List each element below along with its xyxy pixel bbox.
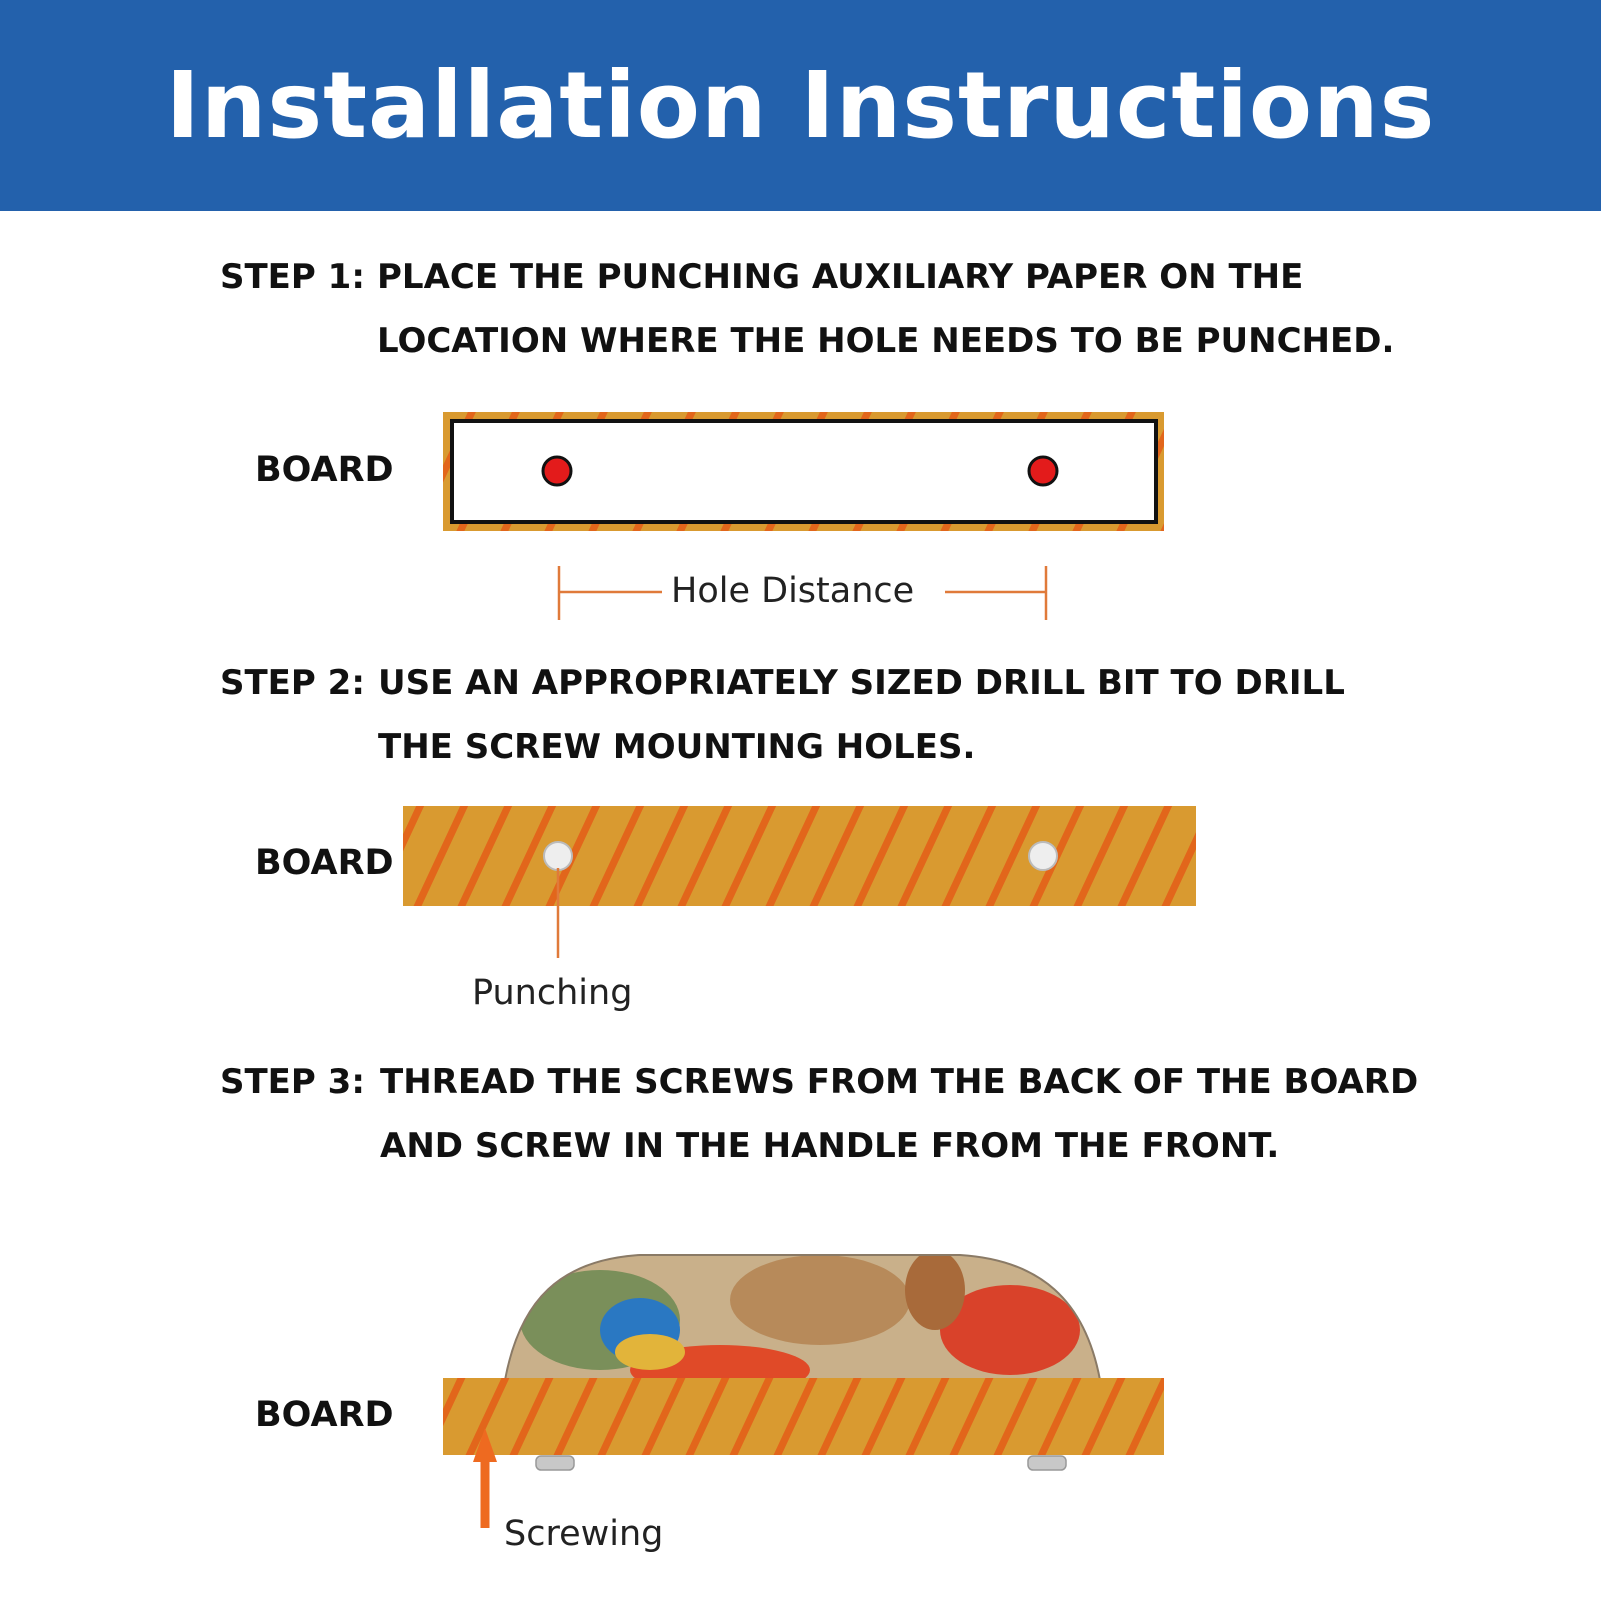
step-1-line-2: LOCATION WHERE THE HOLE NEEDS TO BE PUNCHED. — [377, 321, 1395, 361]
step-1-line-1: PLACE THE PUNCHING AUXILIARY PAPER ON THE — [377, 257, 1304, 297]
handle-artwork — [500, 1250, 1110, 1395]
drilled-hole-right — [1029, 842, 1057, 870]
step-1-label: STEP 1: — [220, 257, 365, 297]
board-label-1: BOARD — [255, 450, 394, 490]
step-3-label: STEP 3: — [220, 1062, 365, 1102]
handle-assembly — [443, 1250, 1164, 1528]
board-2 — [403, 806, 1196, 906]
screw-head-left — [536, 1456, 574, 1470]
board-with-paper — [443, 412, 1164, 531]
step-3-line-2: AND SCREW IN THE HANDLE FROM THE FRONT. — [380, 1126, 1280, 1166]
board-3 — [443, 1378, 1164, 1455]
board-label-2: BOARD — [255, 843, 394, 883]
board-drilled — [403, 806, 1196, 958]
screwing-label: Screwing — [504, 1514, 664, 1554]
hole-mark-left — [543, 457, 571, 485]
hole-distance-label: Hole Distance — [671, 571, 915, 611]
page-title: Installation Instructions — [165, 52, 1436, 159]
step-3-line-1: THREAD THE SCREWS FROM THE BACK OF THE BOARD — [380, 1062, 1419, 1102]
punching-label: Punching — [472, 973, 633, 1013]
drilled-hole-left — [544, 842, 572, 870]
board-label-3: BOARD — [255, 1395, 394, 1435]
hole-mark-right — [1029, 457, 1057, 485]
step-2-line-2: THE SCREW MOUNTING HOLES. — [378, 727, 976, 767]
step-2-label: STEP 2: — [220, 663, 365, 703]
step-2-line-1: USE AN APPROPRIATELY SIZED DRILL BIT TO DRILL — [378, 663, 1345, 703]
screw-head-right — [1028, 1456, 1066, 1470]
